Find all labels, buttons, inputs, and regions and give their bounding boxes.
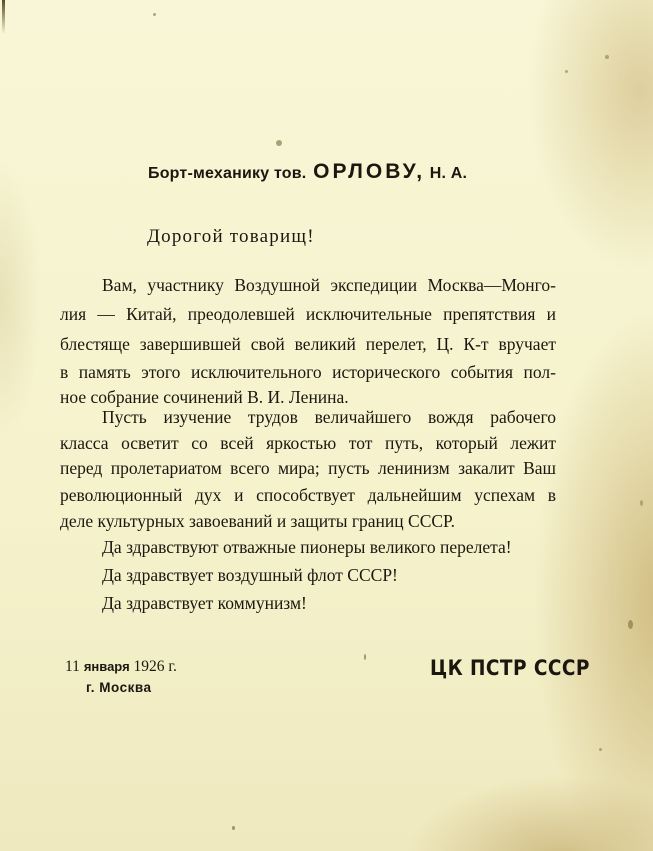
paper-speck [153,13,156,16]
paper-speck [565,70,568,73]
paper-speck [628,620,633,629]
addressee-line [148,160,467,184]
date-month: января [83,659,130,674]
paper-speck [276,140,282,146]
paper-speck [605,55,609,59]
page-edge-mark [2,0,5,34]
letter-line: в память этого исключительного исторического события пол- [60,362,556,382]
signature-organization: ЦК ПСТР СССР [430,656,590,680]
greeting: Дорогой товарищ! [147,226,315,247]
letter-line: ное собрание сочинений В. И. Ленина. [60,387,349,407]
addressee-initials: Н. А. [429,165,468,182]
addressee-prefix: Борт-механику тов. [148,165,307,182]
letter-line: Да здравствует коммунизм! [102,593,307,613]
letter-line: Пусть изучение трудов величайшего вождя рабочего [102,407,556,427]
addressee-surname: ОРЛОВУ, [313,160,426,183]
paper-speck [232,826,235,830]
paper-speck [364,654,366,660]
letter-line: Да здравствует воздушный флот СССР! [102,565,398,585]
letter-line: революционный дух и способствует дальнейшим успехам в [60,485,556,505]
letter-line: лия — Китай, преодолевшей исключительные препятствия и [60,304,556,324]
letter-line: блестяще завершившей свой великий перелет, Ц. К-т вручает [60,334,556,354]
city-line: г. Москва [86,680,152,695]
date-day: 11 [65,658,80,675]
date-year: 1926 г. [133,658,177,675]
letter-line: Вам, участнику Воздушной экспедиции Москва—Монго- [102,275,556,295]
letter-line: перед пролетариатом всего мира; пусть ленинизм закалит Ваш [60,458,556,478]
letter-line: класса осветит со всей яркостью тот путь, который лежит [60,433,556,453]
date-line [65,658,177,676]
letter-line: деле культурных завоеваний и защиты границ СССР. [60,511,455,531]
paper-speck [599,748,602,751]
letter-line: Да здравствуют отважные пионеры великого перелета! [102,537,512,557]
paper-speck [640,500,643,506]
